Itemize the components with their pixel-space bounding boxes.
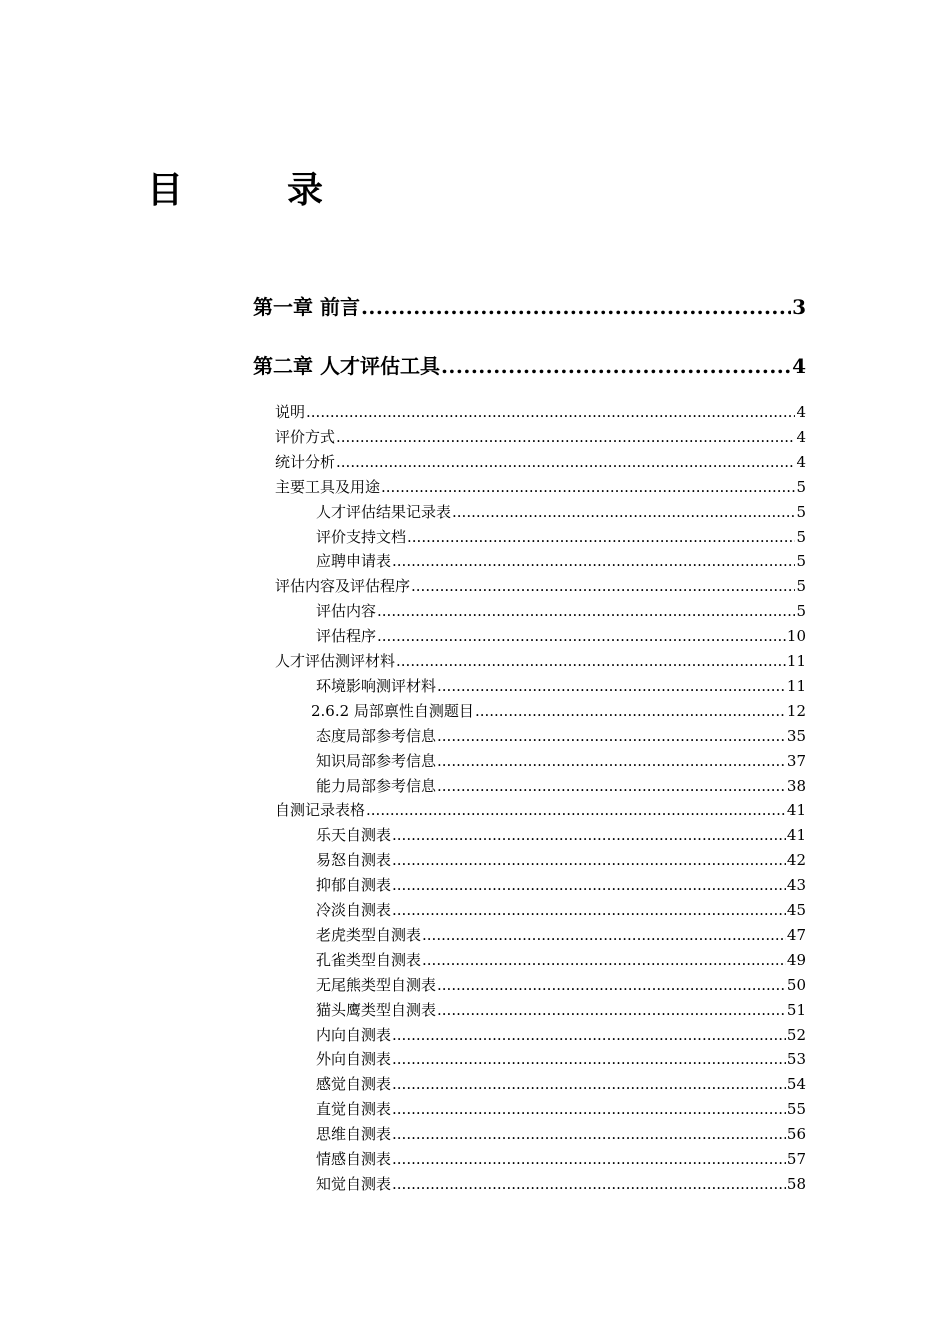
toc-page-number: 3 (792, 295, 806, 319)
toc-entry[interactable] (316, 674, 806, 698)
toc-entry[interactable] (316, 525, 806, 549)
toc-entry[interactable] (275, 400, 806, 424)
toc-leader-dots (437, 998, 786, 1022)
toc-leader-dots (366, 798, 786, 822)
toc-leader-dots (392, 1147, 786, 1171)
toc-entry[interactable] (316, 873, 806, 897)
toc-entry[interactable] (316, 898, 806, 922)
toc-entry-label: 2.6.2 局部禀性自测题目 (311, 701, 474, 720)
toc-leader-dots (437, 724, 786, 748)
toc-leader-dots (392, 1072, 786, 1096)
toc-entry[interactable] (316, 1047, 806, 1071)
toc-page-number: 56 (786, 1125, 806, 1144)
toc-page-number: 54 (786, 1075, 806, 1094)
toc-page-number: 5 (796, 552, 806, 571)
toc-entry[interactable] (311, 699, 806, 723)
toc-page-number: 5 (796, 477, 806, 496)
toc-entry-label: 说明 (275, 403, 306, 421)
toc-entry-label: 孔雀类型自测表 (316, 950, 422, 969)
toc-entry-label: 主要工具及用途 (275, 477, 381, 496)
toc-entry-label: 无尾熊类型自测表 (316, 975, 437, 994)
toc-page-number: 4 (792, 354, 806, 378)
toc-page-number: 5 (796, 602, 806, 621)
toc-leader-dots (336, 450, 795, 474)
toc-leader-dots (392, 1047, 786, 1071)
toc-leader-dots (392, 1172, 786, 1196)
toc-page-number: 5 (796, 502, 806, 521)
toc-entry-label: 直觉自测表 (316, 1100, 392, 1119)
toc-entry-label: 思维自测表 (316, 1125, 392, 1144)
toc-entry[interactable] (316, 823, 806, 847)
toc-entry[interactable] (316, 549, 806, 573)
toc-leader-dots (392, 898, 786, 922)
toc-leader-dots (437, 674, 786, 698)
toc-entry[interactable] (275, 649, 806, 673)
toc-entry[interactable] (316, 948, 806, 972)
toc-page-number: 50 (786, 975, 806, 994)
toc-entry-label: 抑郁自测表 (316, 876, 392, 895)
toc-leader-dots (392, 549, 795, 573)
toc-page-number: 5 (796, 527, 806, 546)
toc-leader-dots (452, 500, 795, 524)
toc-page-number: 10 (786, 627, 806, 646)
toc-leader-dots (475, 699, 786, 723)
toc-entry-label: 猫头鹰类型自测表 (316, 1000, 437, 1019)
toc-entry-label: 能力局部参考信息 (316, 776, 437, 795)
toc-entry[interactable] (316, 500, 806, 524)
toc-chapter-label: 第一章 前言 (253, 295, 360, 319)
toc-leader-dots (437, 749, 786, 773)
toc-entry-label: 知识局部参考信息 (316, 751, 437, 770)
toc-entry-label: 内向自测表 (316, 1025, 392, 1044)
toc-entry-label: 外向自测表 (316, 1050, 392, 1069)
toc-entry[interactable] (316, 599, 806, 623)
toc-page-number: 11 (786, 652, 806, 670)
toc-leader-dots (392, 848, 786, 872)
toc-leader-dots (396, 649, 786, 673)
toc-page-number: 43 (786, 876, 806, 895)
toc-entry[interactable] (316, 1072, 806, 1096)
toc-entry-label: 态度局部参考信息 (316, 726, 437, 745)
toc-leader-dots (392, 823, 786, 847)
toc-entry[interactable] (275, 798, 806, 822)
toc-page-number: 41 (786, 826, 806, 845)
toc-entry-label: 乐天自测表 (316, 826, 392, 845)
toc-leader-dots (437, 774, 786, 798)
toc-entry-label: 人才评估测评材料 (275, 652, 396, 670)
toc-entry-label: 易怒自测表 (316, 851, 392, 870)
toc-entry-label: 人才评估结果记录表 (316, 502, 452, 521)
toc-page-number: 35 (786, 726, 806, 745)
toc-page-number: 52 (786, 1025, 806, 1044)
toc-entry[interactable] (316, 774, 806, 798)
toc-page-number: 4 (796, 452, 806, 471)
toc-entry-label: 统计分析 (275, 452, 336, 471)
toc-entry[interactable] (275, 475, 806, 499)
toc-entry[interactable] (275, 425, 806, 449)
toc-entry[interactable] (316, 923, 806, 947)
toc-entry-label: 环境影响测评材料 (316, 676, 437, 695)
toc-entry-label: 冷淡自测表 (316, 901, 392, 919)
page-title: 目 录 (147, 169, 358, 211)
toc-entry[interactable] (316, 1147, 806, 1171)
toc-entry-label: 评估程序 (316, 627, 377, 646)
toc-entry[interactable] (316, 749, 806, 773)
toc-entry-label: 评估内容 (316, 602, 377, 621)
toc-entry-label: 评价方式 (275, 427, 336, 446)
toc-entry[interactable] (275, 574, 806, 598)
toc-chapter-1[interactable] (253, 292, 806, 322)
toc-page-number: 4 (796, 427, 806, 446)
toc-entry-label: 情感自测表 (316, 1150, 392, 1168)
toc-page-number: 38 (786, 776, 806, 795)
toc-page-number: 41 (786, 801, 806, 820)
toc-leader-dots (411, 574, 795, 598)
toc-entry[interactable] (316, 973, 806, 997)
toc-entry-label: 评价支持文档 (316, 527, 407, 546)
toc-page-number: 53 (786, 1050, 806, 1069)
toc-page-number: 57 (786, 1150, 806, 1168)
toc-chapter-label: 第二章 人才评估工具 (253, 354, 440, 378)
toc-page-number: 5 (796, 577, 806, 596)
toc-entry-label: 老虎类型自测表 (316, 925, 422, 944)
toc-leader-dots (361, 292, 791, 322)
toc-page-number: 51 (786, 1000, 806, 1019)
toc-page-number: 4 (796, 403, 806, 421)
toc-entry-label: 评估内容及评估程序 (275, 577, 411, 596)
toc-entry[interactable] (316, 724, 806, 748)
toc-leader-dots (422, 923, 786, 947)
toc-leader-dots (407, 525, 795, 549)
toc-leader-dots (441, 351, 791, 381)
toc-page-number: 37 (786, 751, 806, 770)
toc-entry[interactable] (316, 624, 806, 648)
toc-entry[interactable] (316, 848, 806, 872)
toc-page-number: 42 (786, 851, 806, 870)
toc-page-number: 49 (786, 950, 806, 969)
toc-page-number: 58 (786, 1174, 806, 1193)
toc-page-number: 47 (786, 925, 806, 944)
toc-entry[interactable] (275, 450, 806, 474)
toc-leader-dots (392, 1097, 786, 1121)
toc-entry-label: 感觉自测表 (316, 1075, 392, 1094)
toc-entry-label: 应聘申请表 (316, 552, 392, 571)
toc-entry[interactable] (316, 998, 806, 1022)
toc-entry-label: 知觉自测表 (316, 1174, 392, 1193)
toc-leader-dots (392, 1023, 786, 1047)
toc-entry[interactable] (316, 1097, 806, 1121)
toc-leader-dots (422, 948, 786, 972)
toc-entry[interactable] (316, 1023, 806, 1047)
toc-leader-dots (377, 624, 786, 648)
toc-leader-dots (306, 400, 795, 424)
toc-page-number: 11 (786, 676, 806, 695)
toc-leader-dots (392, 873, 786, 897)
toc-leader-dots (381, 475, 795, 499)
toc-leader-dots (377, 599, 795, 623)
toc-leader-dots (392, 1122, 786, 1146)
toc-entry[interactable] (316, 1122, 806, 1146)
toc-chapter-2[interactable] (253, 351, 806, 381)
toc-leader-dots (336, 425, 795, 449)
toc-page-number: 12 (786, 701, 806, 720)
toc-leader-dots (437, 973, 786, 997)
toc-entry[interactable] (316, 1172, 806, 1196)
toc-page-number: 45 (786, 901, 806, 919)
toc-page-number: 55 (786, 1100, 806, 1119)
toc-entry-label: 自测记录表格 (275, 801, 366, 820)
